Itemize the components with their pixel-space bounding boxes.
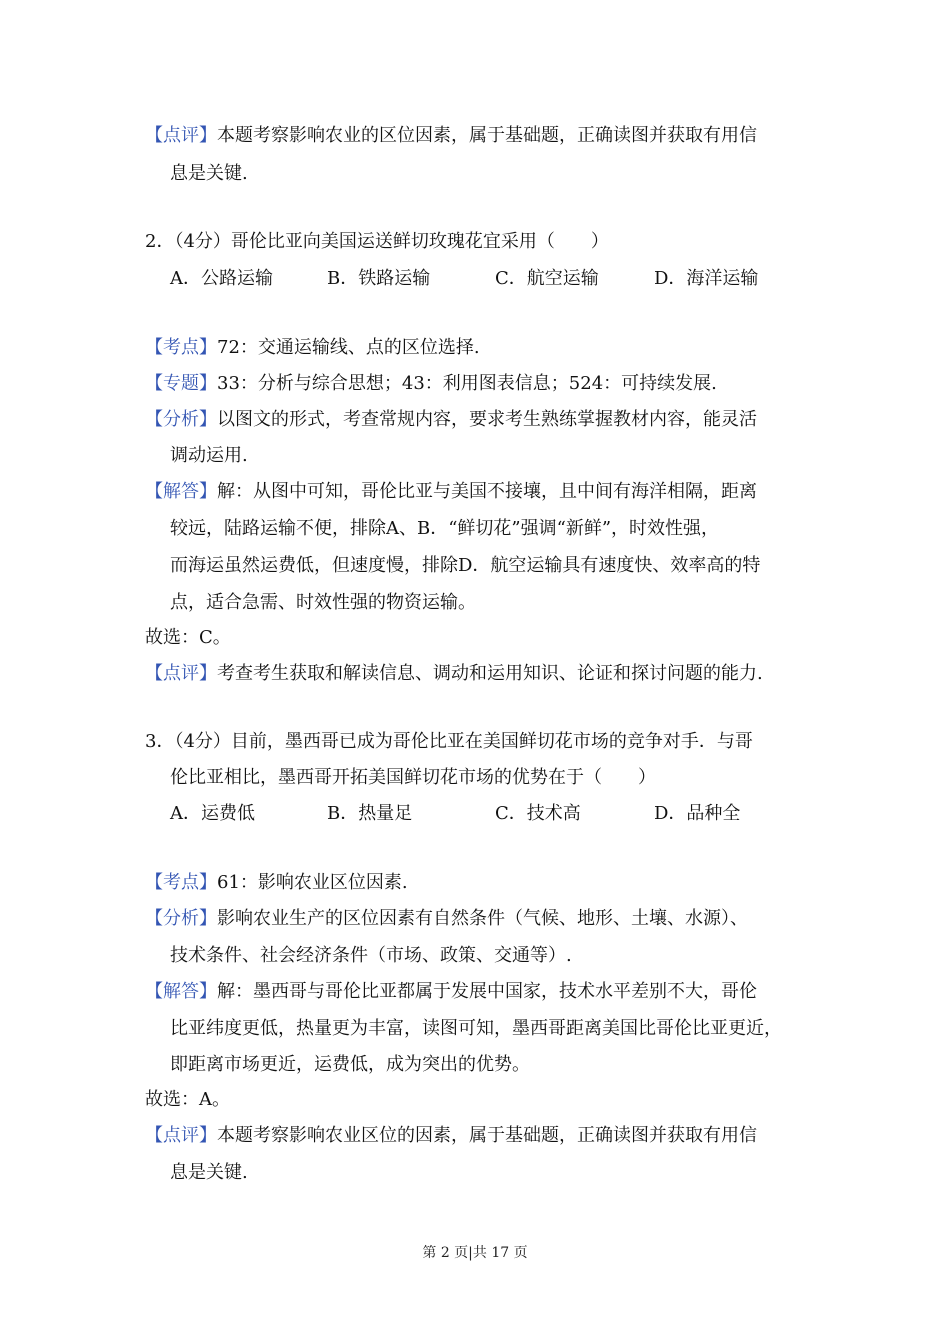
fenxi-text: 以图文的形式，考查常规内容，要求考生熟练掌握教材内容，能灵活: [217, 409, 757, 430]
page-number: 第 2 页|共 17 页: [422, 1245, 528, 1261]
q2-jieda-line-3: 而海运虽然运费低，但速度慢，排除D．航空运输具有速度快、效率高的特: [170, 555, 761, 576]
q2-kaodian: [145, 336, 480, 360]
q2-option-c: C．航空运输: [495, 268, 599, 289]
q2-jieda-line-4: 点，适合急需、时效性强的物资运输。: [170, 592, 476, 613]
q3-option-c: C．技术高: [495, 803, 581, 824]
q2-dianping: [145, 662, 763, 686]
comment-tag: 【点评】: [145, 125, 217, 146]
dianping-tag: 【点评】: [145, 663, 217, 684]
q3-option-b: B．热量足: [327, 803, 413, 824]
q3-dianping: [145, 1124, 757, 1148]
fenxi-tag: 【分析】: [145, 409, 217, 430]
q2-jieda-line-2: 较远，陆路运输不便，排除A、B．“鲜切花”强调“新鲜”，时效性强，: [170, 518, 720, 539]
q3-jieda-line-3: 即距离市场更近，运费低，成为突出的优势。: [170, 1054, 530, 1075]
q3-jieda: [145, 980, 757, 1004]
fenxi-text: 影响农业生产的区位因素有自然条件（气候、地形、土壤、水源）、: [217, 908, 748, 929]
jieda-tag: 【解答】: [145, 981, 217, 1002]
jieda-tag: 【解答】: [145, 481, 217, 502]
question-3-stem: 3．（4分）目前，墨西哥已成为哥伦比亚在美国鲜切花市场的竞争对手．与哥: [145, 731, 753, 752]
q2-jieda: [145, 480, 757, 504]
q2-option-d: D．海洋运输: [654, 268, 759, 289]
q3-kaodian: [145, 871, 408, 895]
dianping-tag: 【点评】: [145, 1125, 217, 1146]
kaodian-text: 61：影响农业区位因素.: [217, 872, 408, 893]
question-3-stem-continuation: 伦比亚相比，墨西哥开拓美国鲜切花市场的优势在于（ ）: [170, 767, 656, 788]
dianping-text: 本题考察影响农业区位的因素，属于基础题，正确读图并获取有用信: [217, 1125, 757, 1146]
q3-option-d: D．品种全: [654, 803, 741, 824]
dianping-text: 考查考生获取和解读信息、调动和运用知识、论证和探讨问题的能力.: [217, 663, 763, 684]
comment-text: 本题考察影响农业的区位因素，属于基础题，正确读图并获取有用信: [217, 125, 757, 146]
kaodian-tag: 【考点】: [145, 872, 217, 893]
q3-fenxi-continuation: 技术条件、社会经济条件（市场、政策、交通等）.: [170, 945, 572, 966]
fenxi-tag: 【分析】: [145, 908, 217, 929]
zhuanti-text: 33：分析与综合思想；43：利用图表信息；524：可持续发展.: [217, 373, 717, 394]
q2-option-b: B．铁路运输: [327, 268, 431, 289]
comment-continuation: 息是关键.: [170, 163, 248, 184]
kaodian-tag: 【考点】: [145, 337, 217, 358]
q2-fenxi-continuation: 调动运用.: [170, 445, 248, 466]
q3-option-a: A．运费低: [170, 803, 255, 824]
q2-answer: 故选：C。: [145, 627, 231, 648]
q3-dianping-continuation: 息是关键.: [170, 1162, 248, 1183]
q3-fenxi: [145, 907, 748, 931]
zhuanti-tag: 【专题】: [145, 373, 217, 394]
jieda-text: 解：从图中可知，哥伦比亚与美国不接壤，且中间有海洋相隔，距离: [217, 481, 757, 502]
q3-answer: 故选：A。: [145, 1089, 230, 1110]
q3-jieda-line-2: 比亚纬度更低，热量更为丰富，读图可知，墨西哥距离美国比哥伦比亚更近，: [170, 1018, 782, 1039]
question-2-stem: 2．（4分）哥伦比亚向美国运送鲜切玫瑰花宜采用（ ）: [145, 231, 609, 252]
comment-line: [145, 124, 757, 148]
q2-zhuanti: [145, 372, 717, 396]
jieda-text: 解：墨西哥与哥伦比亚都属于发展中国家，技术水平差别不大，哥伦: [217, 981, 757, 1002]
kaodian-text: 72：交通运输线、点的区位选择.: [217, 337, 480, 358]
q2-fenxi: [145, 408, 757, 432]
q2-option-a: A．公路运输: [170, 268, 273, 289]
